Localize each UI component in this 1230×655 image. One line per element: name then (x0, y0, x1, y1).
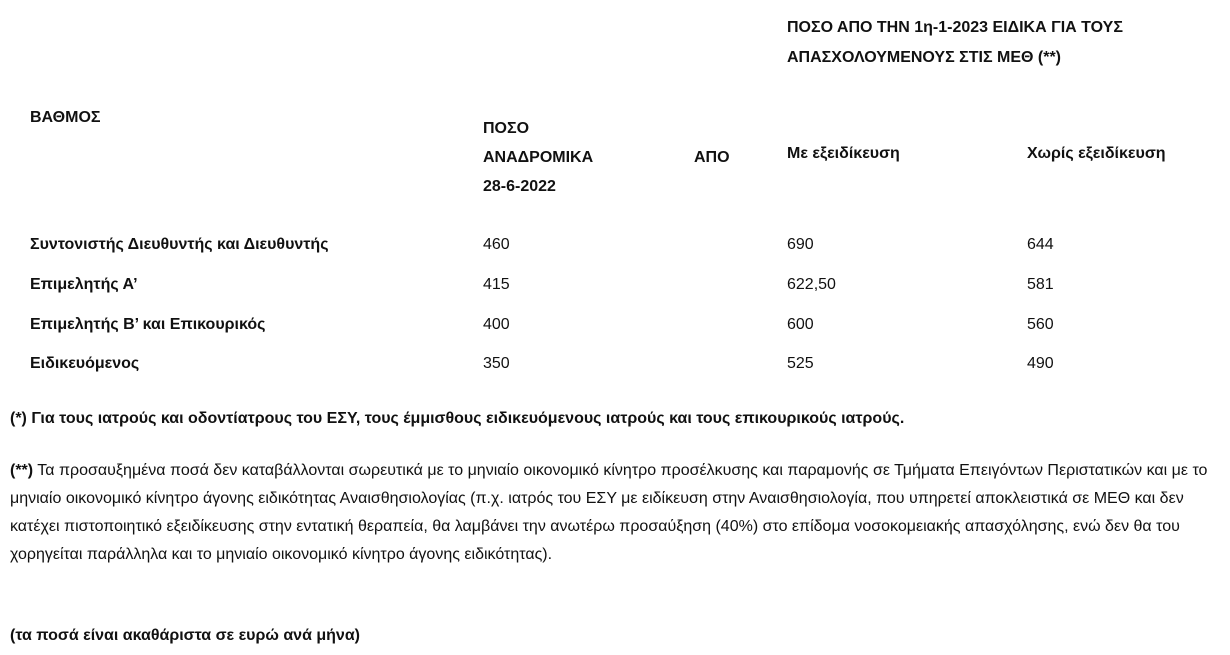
footnote-amount-note: (τα ποσά είναι ακαθάριστα σε ευρώ ανά μήνα) (10, 627, 360, 644)
table-row-retro: 460 (483, 236, 510, 253)
footnote-single-asterisk: (*) Για τους ιατρούς και οδοντίατρους του ΕΣΥ, τους έμμισθους ειδικευόμενους ιατρούς και τους επικουρικούς ιατρούς. (10, 410, 905, 427)
column-header-retro-apo: ΑΠΟ (694, 149, 730, 166)
table-row-rank: Επιμελητής Β’ και Επικουρικός (30, 316, 266, 333)
column-header-retro-line2: ΑΝΑΔΡΟΜΙΚΑ (483, 149, 594, 166)
column-header-without-spec: Χωρίς εξειδίκευση (1027, 145, 1166, 162)
table-row-without-spec: 581 (1027, 276, 1054, 293)
footnote-marker: (**) (10, 462, 34, 479)
group-title-line1: ΠΟΣΟ ΑΠΟ ΤΗΝ 1η-1-2023 ΕΙΔΙΚΑ ΓΙΑ ΤΟΥΣ (787, 19, 1123, 36)
table-row-with-spec: 622,50 (787, 276, 836, 293)
table-row-rank: Επιμελητής Α’ (30, 276, 138, 293)
table-row-retro: 350 (483, 355, 510, 372)
table-row-retro: 400 (483, 316, 510, 333)
table-row-with-spec: 690 (787, 236, 814, 253)
table-row-rank: Συντονιστής Διευθυντής και Διευθυντής (30, 236, 329, 253)
footnote-text: Τα προσαυξημένα ποσά δεν καταβάλλονται σωρευτικά με το μηνιαίο οικονομικό κίνητρο προσέλκυσης και παραμονής σε Τμήματα Επειγόντων Περιστατικών και με το μηνιαίο οικονομικό κίνητρο άγονης ειδικότητας Αναισθησιολογίας (π.χ. ιατρός του ΕΣΥ με ειδίκευση στην Αναισθησιολογία, που υπηρετεί αποκλειστικά σε ΜΕΘ και δεν κατέχει πιστοποιητικό εξειδίκευσης στην εντατική θεραπεία, θα λαμβάνει την ανωτέρω προσαύξηση (40%) στο επίδομα νοσοκομειακής απασχόλησης, ενώ δεν θα του χορηγείται παράλληλα και το μηνιαίο οικονομικό κίνητρο άγονης ειδικότητας). (10, 462, 1208, 563)
table-row-retro: 415 (483, 276, 510, 293)
column-header-retro-line1: ΠΟΣΟ (483, 120, 530, 137)
column-header-rank: ΒΑΘΜΟΣ (30, 109, 101, 126)
table-row-with-spec: 600 (787, 316, 814, 333)
group-title-line2: ΑΠΑΣΧΟΛΟΥΜΕΝΟΥΣ ΣΤΙΣ ΜΕΘ (**) (787, 49, 1062, 66)
table-row-without-spec: 490 (1027, 355, 1054, 372)
table-row-rank: Ειδικευόμενος (30, 355, 140, 372)
table-row-without-spec: 644 (1027, 236, 1054, 253)
footnote-double-asterisk (10, 457, 1215, 569)
table-row-without-spec: 560 (1027, 316, 1054, 333)
table-row-with-spec: 525 (787, 355, 814, 372)
column-header-with-spec: Με εξειδίκευση (787, 145, 900, 162)
column-header-retro-line3: 28-6-2022 (483, 178, 556, 195)
